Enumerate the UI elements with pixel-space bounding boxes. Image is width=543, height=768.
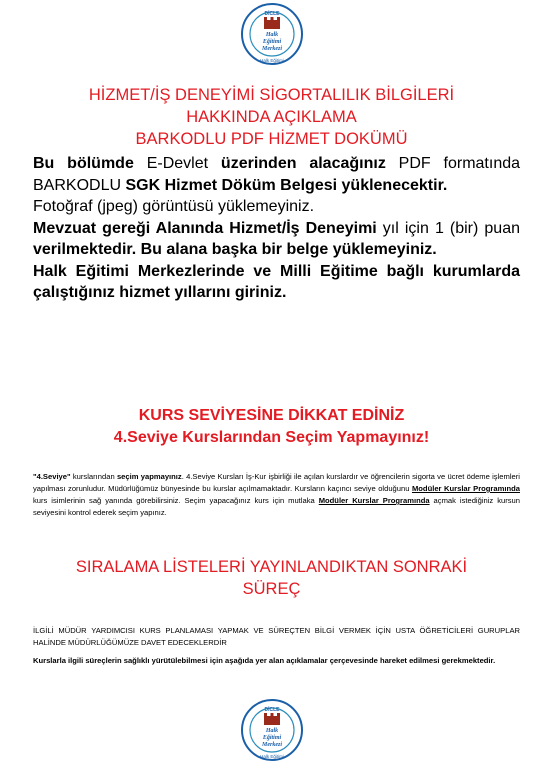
logo-name-line1: Halk — [265, 728, 278, 734]
section2-title-line1: KURS SEVİYESİNE DİKKAT EDİNİZ — [138, 407, 405, 424]
section1-paragraph2: Fotoğraf (jpeg) görüntüsü yüklemeyiniz. — [33, 198, 315, 215]
section3-title — [0, 556, 543, 600]
section1-title-line3: BARKODLU PDF HİZMET DOKÜMÜ — [135, 130, 408, 148]
section1-title — [0, 84, 543, 150]
note-c: seçim yapmayınız — [116, 472, 182, 481]
p1-d: PDF formatında BARKODLU — [33, 155, 521, 194]
section2-title — [0, 405, 543, 449]
p1-a: Bu bölümde — [33, 155, 134, 172]
logo-name-line3: Merkezi — [261, 46, 282, 52]
section1-paragraph4: Halk Eğitimi Merkezlerinde ve Milli Eğitime bağlı kurumlarda çalıştığınız hizmet yıllarını giriniz. — [33, 262, 520, 301]
logo-name-line1: Halk — [265, 32, 278, 38]
p1-c: üzerinden alacağınız — [220, 155, 386, 172]
note-b: kurslarından — [70, 472, 117, 481]
section1-paragraph1 — [33, 153, 520, 196]
p3-b: yıl için 1 (bir) puan — [376, 219, 520, 237]
logo-ring-bottom: Halk Eğitimi — [259, 58, 284, 63]
logo-ring-top: DİCLE — [264, 11, 279, 17]
p1-b: E-Devlet — [133, 155, 221, 172]
section3-title-line2: SÜREÇ — [242, 580, 301, 598]
logo-name-line2: Eğitimi — [262, 735, 281, 741]
section2-title-line2: 4.Seviye Kurslarından Seçim Yapmayınız! — [113, 429, 430, 446]
p1-e: SGK Hizmet Döküm Belgesi yüklenecektir. — [125, 176, 448, 194]
castle-icon — [264, 17, 280, 29]
note-f: kurs isimlerinin sağ yanında görebilirsiniz. Seçim yapacağınız kurs için mutlaka — [33, 496, 319, 505]
dicle-hem-logo-bottom — [240, 698, 304, 762]
section1-body — [33, 153, 520, 304]
modular-programs-link[interactable]: Modüler Kurslar Programında — [411, 484, 520, 493]
p3-a: Mevzuat gereği Alanında Hizmet/İş Deneyimi — [33, 219, 377, 237]
p3-c: verilmektedir. Bu alana başka bir belge yüklemeyiniz. — [33, 241, 437, 258]
note-a: "4.Seviye" — [33, 472, 71, 481]
logo-ring-top: DİCLE — [264, 707, 279, 713]
section1-title-line2: HAKKINDA AÇIKLAMA — [186, 108, 357, 126]
note-d: . 4.Seviye Kursları İş-Kur işbirliği ile açılan kurslardır ve öğrencilerin sigorta ve ücret ödeme işlemleri yapılması zorunludur. Müdürlüğümüz bünyesinde bu kurslar açılmamaktadır. Kursların kaçıncı seviye olduğunu — [33, 472, 520, 493]
castle-icon — [264, 713, 280, 725]
modular-programs-link-2[interactable]: Modüler Kurslar Programında — [318, 496, 430, 505]
logo-name-line2: Eğitimi — [262, 39, 281, 45]
section1-title-line1: HİZMET/İŞ DENEYİMİ SİGORTALILIK BİLGİLERİ — [88, 86, 455, 104]
logo-name-line3: Merkezi — [261, 742, 282, 748]
section3-paragraph2: Kurslarla ilgili süreçlerin sağlıklı yürütülebilmesi için aşağıda yer alan açıklamalar çerçevesinde hareket edilmesi gerekmektedir. — [33, 656, 496, 665]
dicle-hem-logo — [240, 2, 304, 66]
section1-paragraph3 — [33, 218, 520, 261]
section3-title-line1: SIRALAMA LİSTELERİ YAYINLANDIKTAN SONRAKİ — [75, 558, 468, 576]
logo-ring-bottom: Halk Eğitimi — [259, 754, 284, 759]
note-h: açmak istediğiniz kursun seviyesini kontrol ederek seçim yapınız. — [33, 496, 520, 517]
section3-paragraph1: İLGİLİ MÜDÜR YARDIMCISI KURS PLANLAMASI YAPMAK VE SÜREÇTEN BİLGİ VERMEK İÇİN USTA ÖĞRETİCİLERİ GURUPLAR HALİNDE MÜDÜRLÜĞÜMÜZE DAVET EDECEKLERDİR — [33, 626, 520, 647]
kurs-seviye-note — [33, 471, 520, 519]
